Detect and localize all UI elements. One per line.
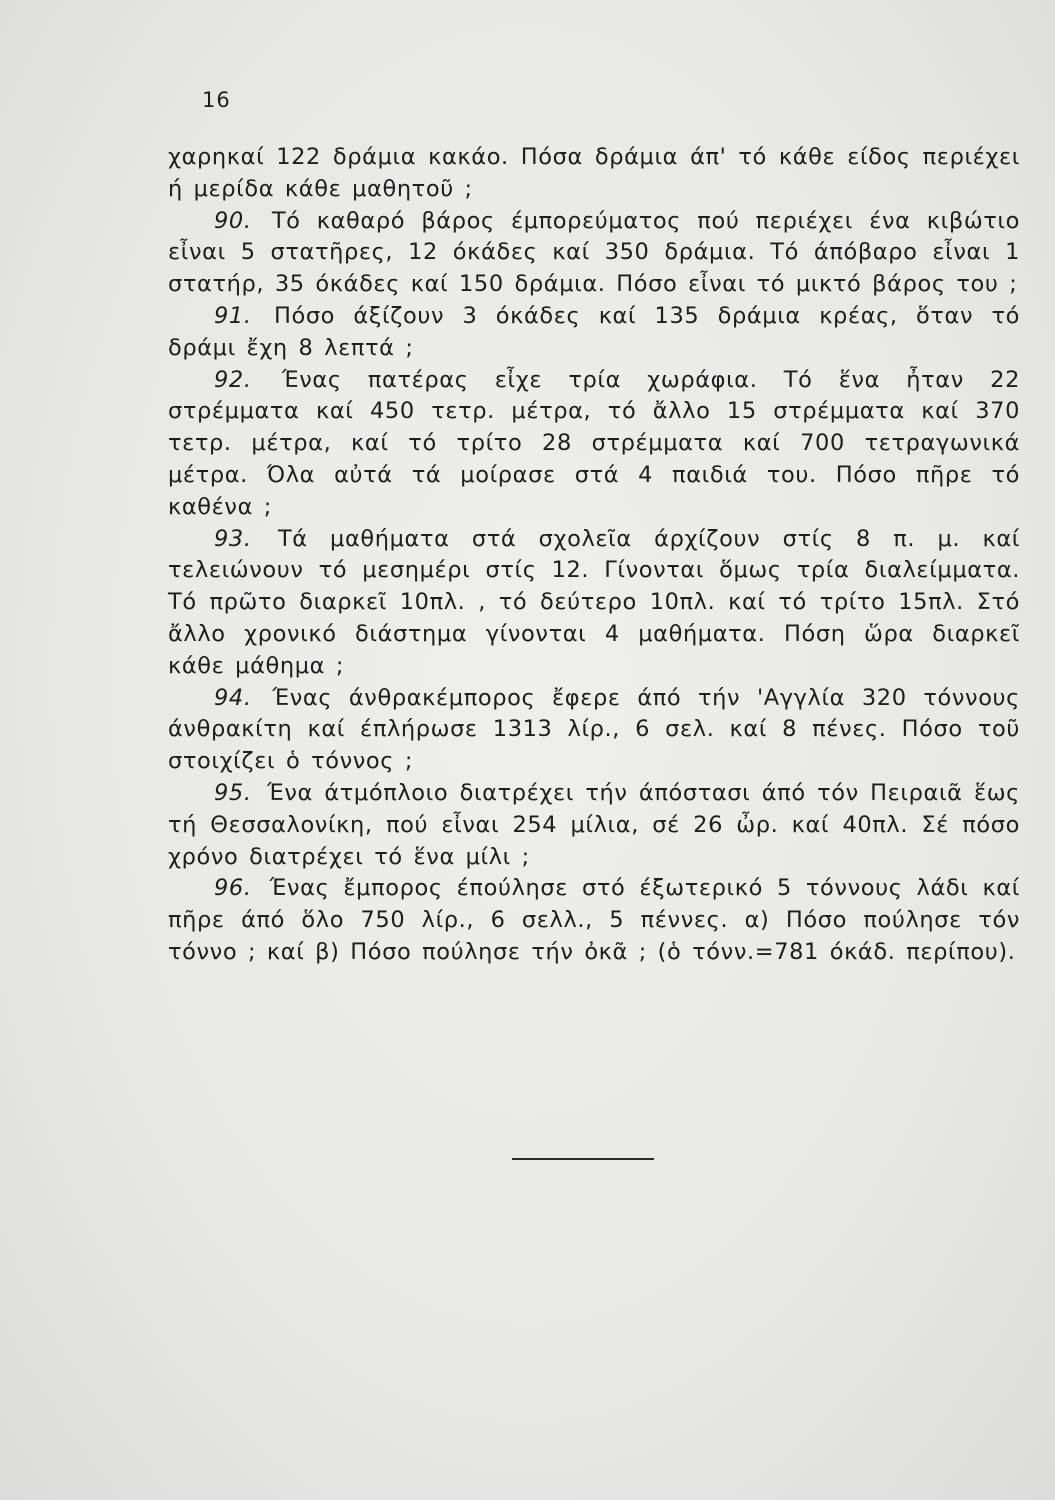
section-end-rule: [512, 1158, 654, 1160]
problem-text: Ένας πατέρας εἶχε τρία χωράφια. Τό ἕνα ἦταν 22 στρέμματα καί 450 τετρ. μέτρα, τό ἄλλο 15 στρέμματα καί 370 τετρ. μέτρα, καί τό τρίτο 28 στρέμματα καί 700 τετραγωνικά μέτρα. Όλα αὐτά τά μοίρασε στά 4 παιδιά του. Πόσο πῆρε τό καθένα ;: [168, 366, 1020, 520]
problem-92: [168, 365, 1020, 524]
problem-90: [168, 206, 1020, 301]
problem-91: [168, 301, 1020, 365]
problem-text: Τό καθαρό βάρος έμπορεύματος πού περιέχει ένα κιβώτιο εἶναι 5 στατῆρες, 12 όκάδες καί 350 δράμια. Τό άπόβαρο εἶναι 1 στατήρ, 35 όκάδες καί 150 δράμια. Πόσο εἶναι τό μικτό βάρος του ;: [168, 207, 1020, 298]
page-number: 16: [202, 88, 231, 112]
problem-number: 92.: [214, 366, 252, 393]
problem-number: 90.: [214, 207, 252, 234]
problem-number: 94.: [214, 684, 252, 711]
continuation-paragraph: χαρηκαί 122 δράμια κακάο. Πόσα δράμια άπ' τό κάθε είδος περιέχει ή μερίδα κάθε μαθητοῦ ;: [168, 144, 1020, 202]
problem-number: 96.: [214, 875, 252, 902]
problem-text: Ένας άνθρακέμπορος ἔφερε άπό τήν 'Αγγλία 320 τόννους άνθρακίτη καί έπλήρωσε 1313 λίρ., 6 σελ. καί 8 πένες. Πόσο τοῦ στοιχίζει ὁ τόννος ;: [168, 684, 1020, 775]
problem-text: Πόσο άξίζουν 3 όκάδες καί 135 δράμια κρέας, ὅταν τό δράμι ἔχη 8 λεπτά ;: [168, 302, 1020, 361]
problem-94: [168, 683, 1020, 778]
problem-96: [168, 873, 1020, 968]
problem-text: Ένας ἔμπορος έπούλησε στό έξωτερικό 5 τόννους λάδι καί πῆρε άπό ὅλο 750 λίρ., 6 σελλ., 5 πέννες. α) Πόσο πούλησε τόν τόννο ; καί β) Πόσο πούλησε τήν ὀκᾶ ; (ὁ τόνν.=781 όκάδ. περίπου).: [168, 875, 1020, 965]
problem-number: 91.: [214, 302, 252, 329]
problem-text: Ένα άτμόπλοιο διατρέχει τήν άπόστασι άπό τόν Πειραιᾶ ἕως τή Θεσσαλονίκη, πού εἶναι 254 μίλια, σέ 26 ὦρ. καί 40πλ. Σέ πόσο χρόνο διατρέχει τό ἕνα μίλι ;: [168, 779, 1020, 870]
problem-text-block: [168, 142, 1020, 969]
problem-93: [168, 524, 1020, 683]
problem-number: 93.: [214, 525, 252, 552]
problem-text: Τά μαθήματα στά σχολεῖα άρχίζουν στίς 8 π. μ. καί τελειώνουν τό μεσημέρι στίς 12. Γίνονται ὅμως τρία διαλείμματα. Τό πρῶτο διαρκεῖ 10πλ. , τό δεύτερο 10πλ. καί τό τρίτο 15πλ. Στό ἄλλο χρονικό διάστημα γίνονται 4 μαθήματα. Πόση ὥρα διαρκεῖ κάθε μάθημα ;: [168, 525, 1020, 679]
problem-number: 95.: [214, 779, 252, 806]
problem-95: [168, 778, 1020, 873]
